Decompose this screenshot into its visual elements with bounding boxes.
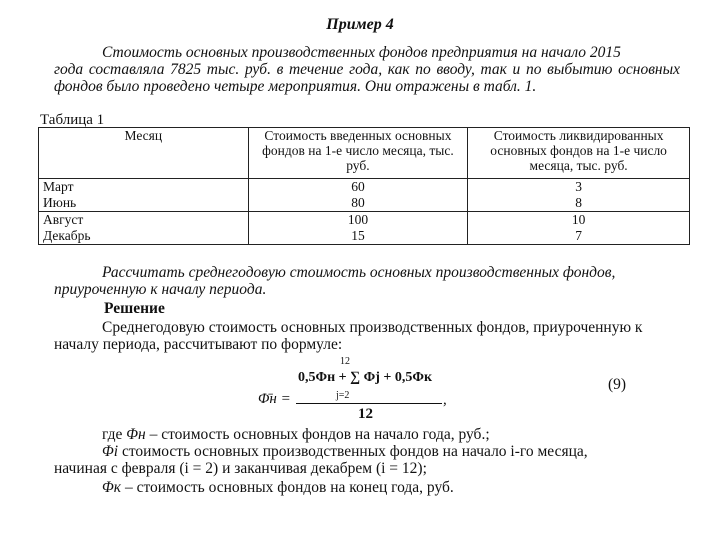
symbol-phi-k: Φк <box>102 479 122 496</box>
formula-sum-bottom: j=2 <box>336 390 350 401</box>
solution-heading: Решение <box>104 300 165 317</box>
definition-1 <box>54 426 680 443</box>
solution-rest: началу периода, рассчитывают по формуле: <box>54 336 343 353</box>
page-title: Пример 4 <box>326 16 394 33</box>
formula-denominator: 12 <box>358 406 373 422</box>
definition-3 <box>54 479 680 496</box>
month-cell: Июнь <box>43 195 77 210</box>
header-introduced: Стоимость введенных основных фондов на 1-е число месяца, тыс. руб. <box>248 128 468 179</box>
data-table <box>38 127 690 245</box>
introduced-cell: 15 <box>351 228 365 243</box>
intro-line-1: Стоимость основных производственных фондов предприятия на начало 2015 <box>102 44 621 61</box>
fraction-bar <box>296 403 442 404</box>
table-caption: Таблица 1 <box>40 112 105 128</box>
liquidated-cell: 10 <box>571 212 586 227</box>
task-rest: приуроченную к началу периода. <box>54 281 267 298</box>
task-line-1: Рассчитать среднегодовую стоимость основных производственных фондов, <box>102 264 616 281</box>
liquidated-cell: 7 <box>575 228 582 243</box>
introduced-cell: 60 <box>351 179 365 194</box>
month-cell: Август <box>43 212 84 227</box>
formula-numerator: 0,5Φн + ∑ Φj + 0,5Φк <box>298 370 433 385</box>
liquidated-cell: 8 <box>575 195 582 210</box>
table-row <box>39 212 690 245</box>
symbol-phi-i: Φi <box>102 443 119 460</box>
def-text-2: стоимость основных производственных фондов на начало i-го месяца, <box>118 443 588 460</box>
formula-sum-top: 12 <box>340 356 350 367</box>
solution-paragraph <box>54 319 680 353</box>
month-cell: Декабрь <box>43 228 91 243</box>
introduced-cell: 80 <box>351 195 365 210</box>
formula-lhs: Φ̄н = <box>258 391 291 407</box>
def-text-2-cont: начиная с февраля (i = 2) и заканчивая декабрем (i = 12); <box>54 460 427 477</box>
formula <box>258 356 458 426</box>
def-prefix: где <box>102 426 127 443</box>
intro-rest: года составляла 7825 тыс. руб. в течение года, как по вводу, так и по выбытию основных фондов было проведено четыре мероприятия. Они отражены в табл. 1. <box>54 61 680 95</box>
def-text-3: – стоимость основных фондов на конец года, руб. <box>121 479 454 496</box>
def-text-1: – стоимость основных фондов на начало года, руб.; <box>145 426 490 443</box>
intro-paragraph <box>54 44 680 95</box>
definition-2 <box>54 443 680 477</box>
liquidated-cell: 3 <box>575 179 582 194</box>
symbol-phi-n: Φн <box>126 426 146 443</box>
formula-comma: , <box>443 392 447 408</box>
formula-number: (9) <box>608 376 627 393</box>
header-liquidated: Стоимость ликвидированных основных фондов на 1-е число месяца, тыс. руб. <box>468 128 690 179</box>
header-month: Месяц <box>39 128 249 179</box>
month-cell: Март <box>43 179 74 194</box>
task-paragraph <box>54 264 680 298</box>
table-row <box>39 179 690 212</box>
introduced-cell: 100 <box>347 212 369 227</box>
solution-line-1: Среднегодовую стоимость основных производственных фондов, приуроченную к <box>102 319 643 336</box>
